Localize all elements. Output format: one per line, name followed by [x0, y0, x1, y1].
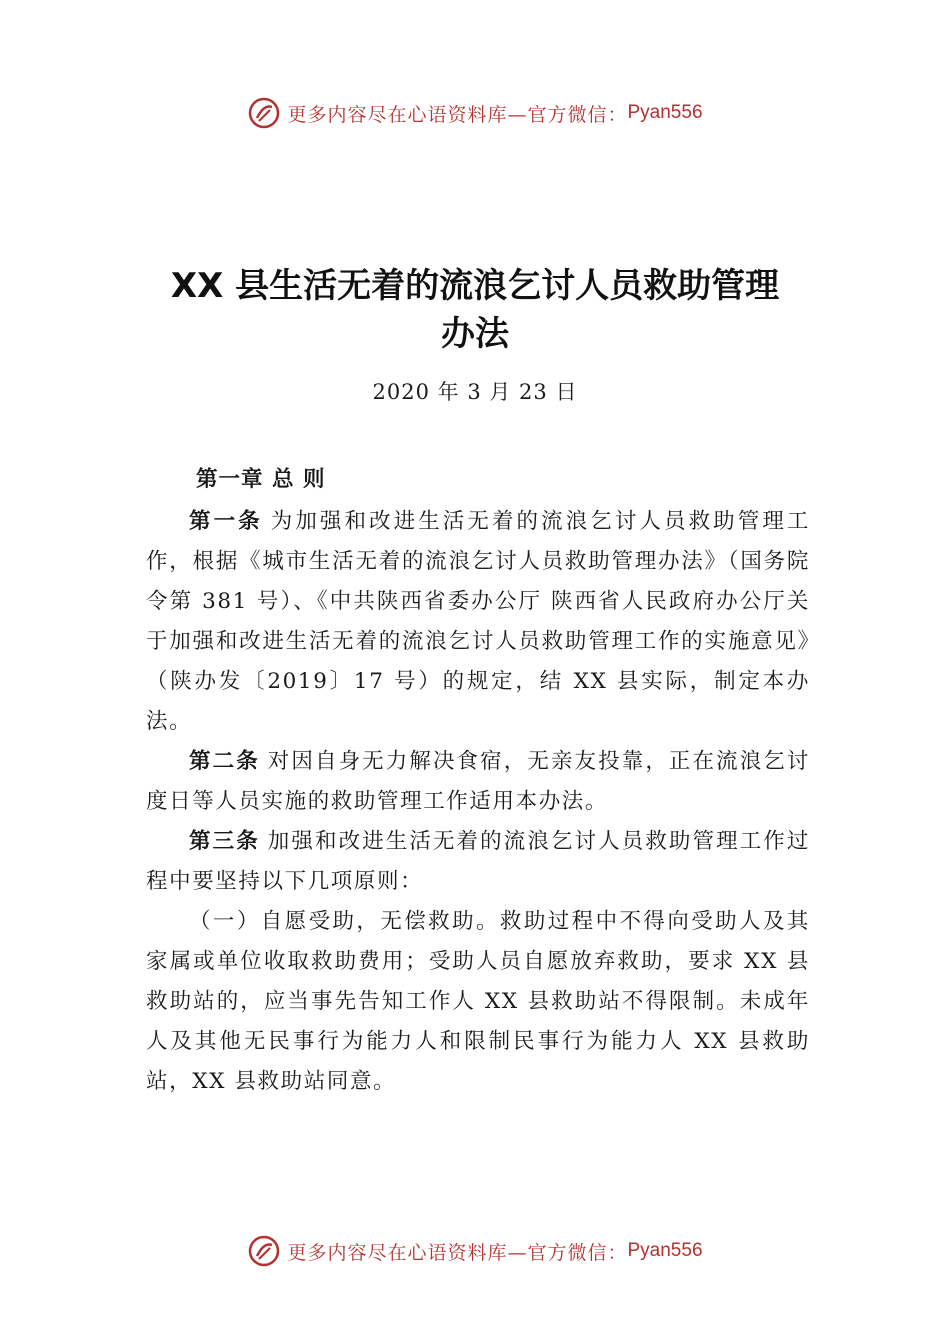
- article-text: 加强和改进生活无着的流浪乞讨人员救助管理工作过程中要坚持以下几项原则：: [146, 829, 810, 894]
- article-text: 为加强和改进生活无着的流浪乞讨人员救助管理工作，根据《城市生活无着的流浪乞讨人员救助管理办法》（国务院令第 381 号）、《中共陕西省委办公厅 陕西省人民政府办公厅关于加强和改进生活无着的流浪乞讨人员救助管理工作的实施意见》（陕办发〔2019〕17 号）的规定，结 XX 县实际，制定本办法。: [146, 509, 811, 734]
- article-label: 第二条: [189, 749, 260, 774]
- title-line-1: XX 县生活无着的流浪乞讨人员救助管理: [170, 266, 780, 306]
- logo-icon: [247, 96, 281, 130]
- article-3: [146, 822, 810, 902]
- logo-icon: [247, 1234, 281, 1268]
- article-label: 第一条: [189, 509, 263, 534]
- watermark-text: 更多内容尽在心语资料库—官方微信：: [287, 1241, 628, 1264]
- footer-watermark: [0, 1234, 950, 1268]
- document-date: 2020 年 3 月 23 日: [372, 380, 578, 404]
- article-1: [146, 502, 810, 742]
- chapter-heading: 第一章 总 则: [196, 467, 326, 492]
- title-line-2: 办法: [441, 314, 509, 354]
- watermark-wechat-id: Pyan556: [627, 1240, 703, 1261]
- article-text: 对因自身无力解决食宿，无亲友投靠，正在流浪乞讨度日等人员实施的救助管理工作适用本办法。: [146, 749, 810, 814]
- header-watermark: [0, 96, 950, 130]
- article-label: 第三条: [189, 829, 260, 854]
- article-2: [146, 742, 810, 822]
- document-body: [146, 460, 810, 1102]
- watermark-text: 更多内容尽在心语资料库—官方微信：: [287, 103, 628, 126]
- principle-1: （一）自愿受助，无偿救助。救助过程中不得向受助人及其家属或单位收取救助费用；受助人员自愿放弃救助，要求 XX 县救助站的，应当事先告知工作人 XX 县救助站不得限制。未成年人及其他无民事行为能力人和限制民事行为能力人 XX 县救助站，XX 县救助站同意。: [146, 909, 810, 1094]
- watermark-wechat-id: Pyan556: [627, 102, 703, 123]
- document-title: [0, 262, 950, 358]
